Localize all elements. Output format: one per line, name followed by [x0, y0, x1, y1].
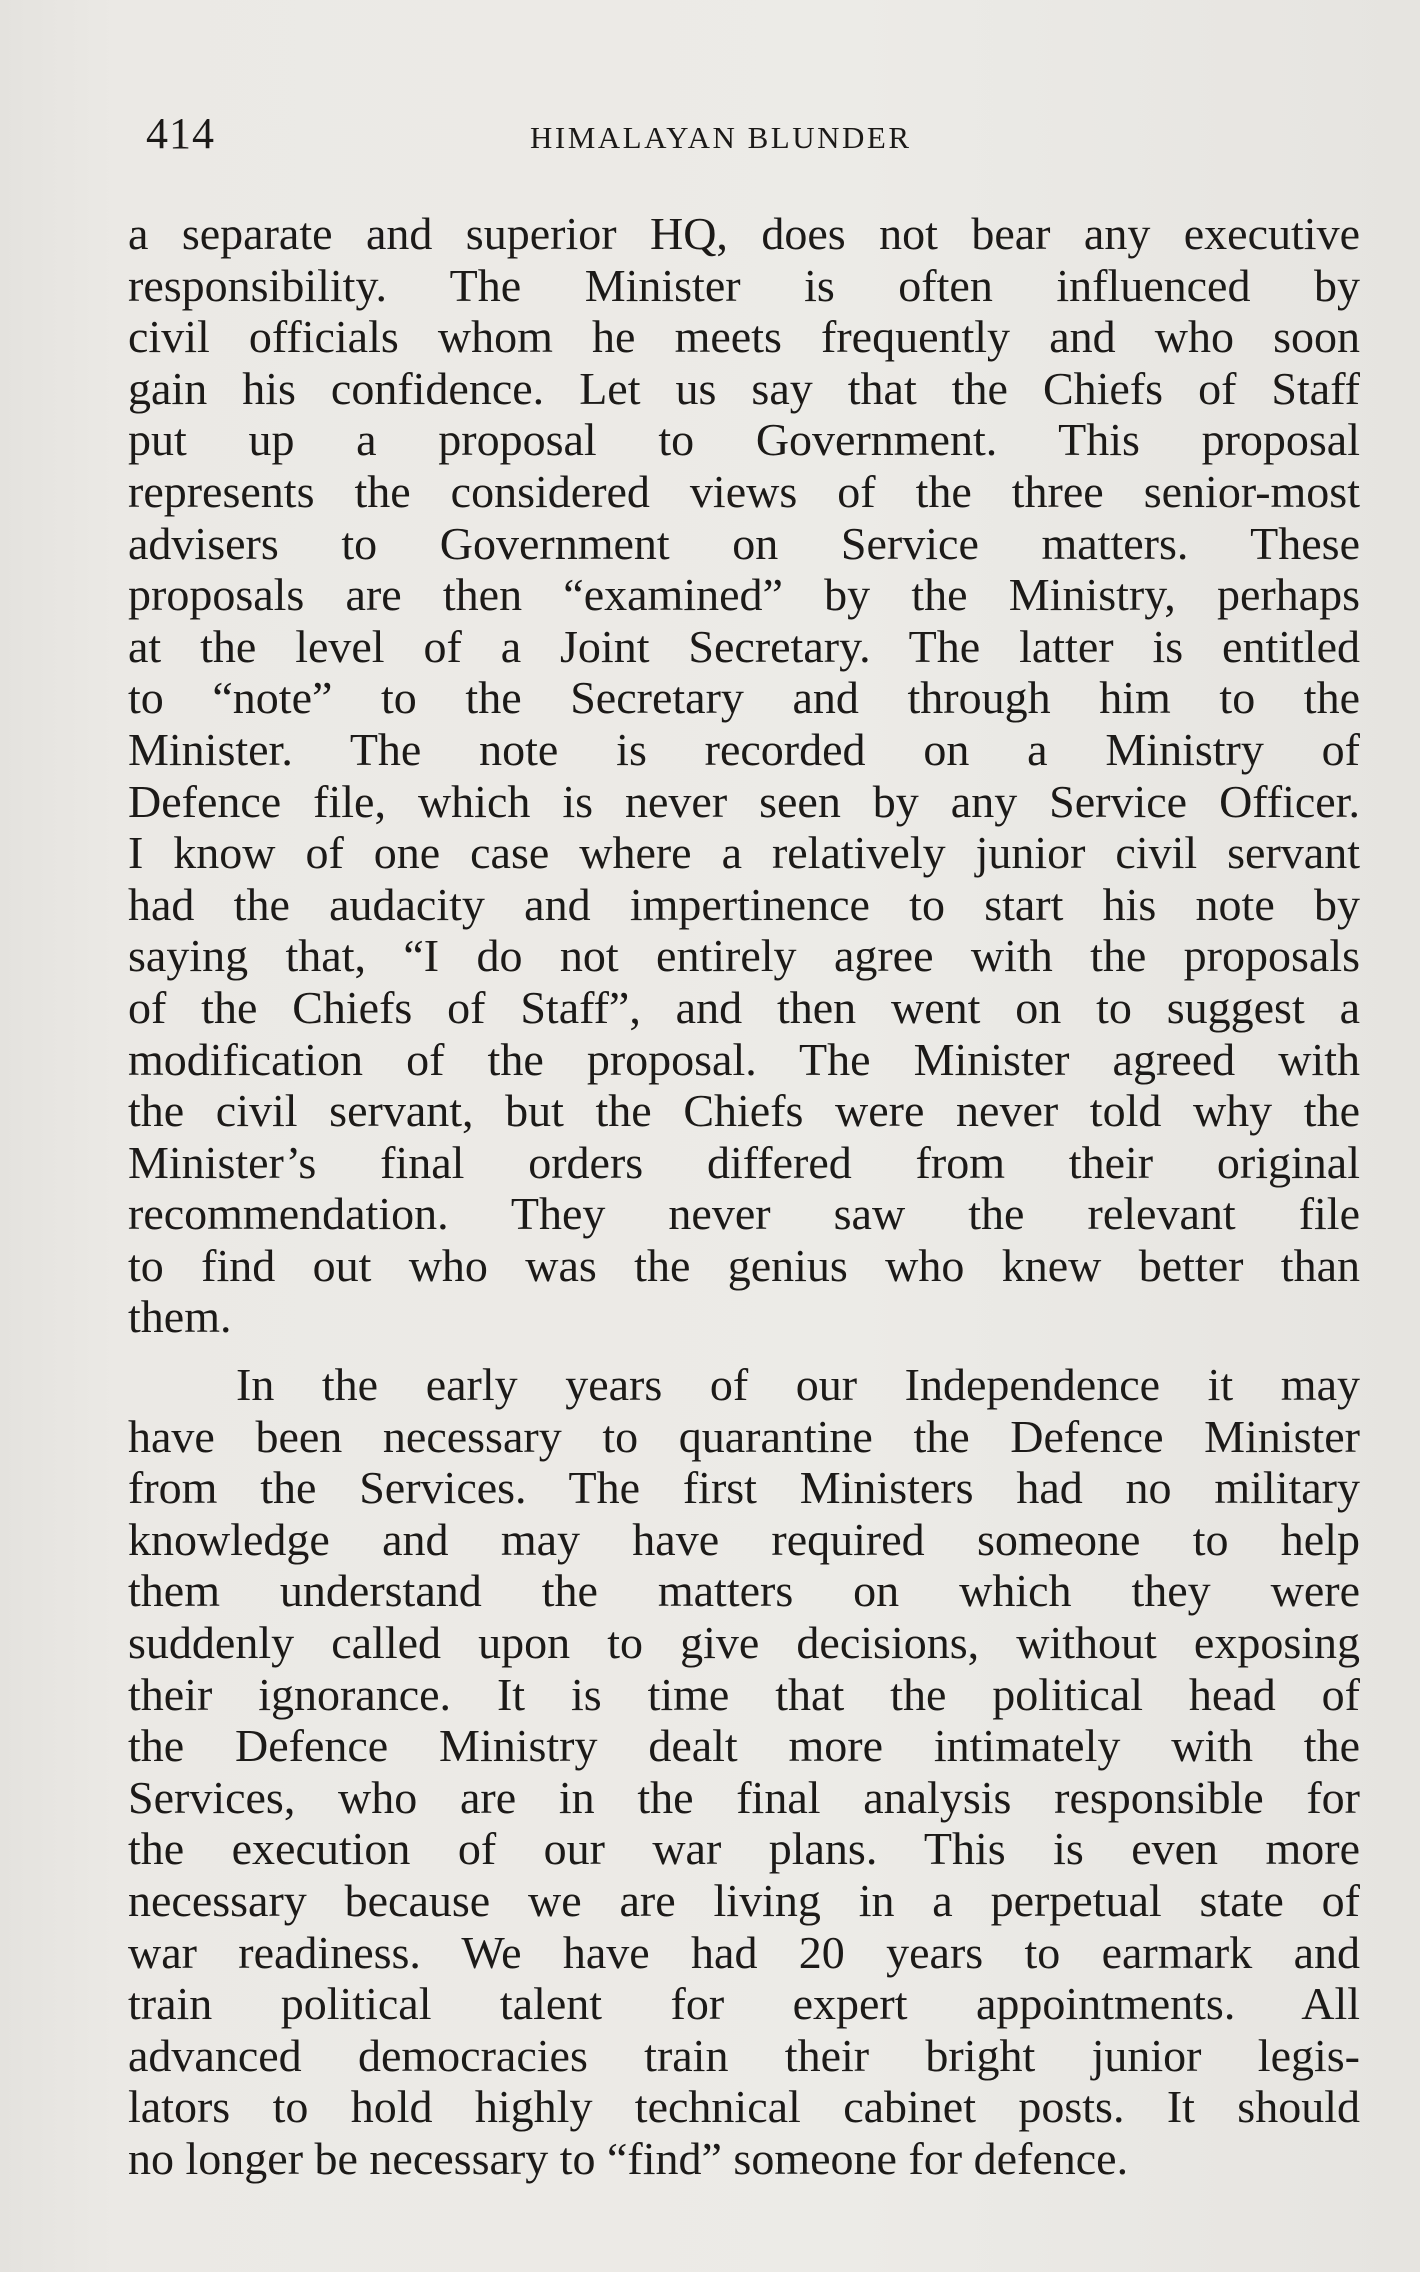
text-line: of the Chiefs of Staff”, and then went on to suggest a: [128, 981, 1360, 1033]
text-line: no longer be necessary to “find” someone for defence.: [128, 2132, 1129, 2184]
text-line: them understand the matters on which they were: [128, 1565, 1360, 1617]
body-text: [128, 208, 1360, 2185]
page-number: 414: [146, 109, 215, 158]
text-line: at the level of a Joint Secretary. The latter is entitled: [128, 620, 1360, 672]
text-line: from the Services. The first Ministers had no military: [128, 1462, 1360, 1514]
text-line: In the early years of our Independence it may: [236, 1359, 1360, 1411]
text-line: knowledge and may have required someone to help: [128, 1513, 1360, 1565]
text-line: represents the considered views of the three senior-most: [128, 465, 1360, 517]
text-line: proposals are then “examined” by the Ministry, perhaps: [128, 569, 1360, 621]
text-line: the execution of our war plans. This is even more: [128, 1823, 1360, 1875]
text-line: lators to hold highly technical cabinet posts. It should: [128, 2081, 1360, 2133]
text-line: Services, who are in the final analysis responsible for: [128, 1771, 1360, 1823]
text-line: had the audacity and impertinence to start his note by: [128, 878, 1360, 930]
text-line: necessary because we are living in a perpetual state of: [128, 1875, 1360, 1926]
text-line: advisers to Government on Service matters. These: [128, 517, 1360, 569]
text-line: advanced democracies train their bright junior legis-: [128, 2029, 1360, 2081]
text-line: train political talent for expert appointments. All: [128, 1978, 1360, 2030]
text-line: put up a proposal to Government. This proposal: [128, 414, 1360, 466]
paragraph: [128, 208, 1360, 1343]
text-line: the civil servant, but the Chiefs were never told why the: [128, 1085, 1360, 1137]
text-line: them.: [128, 1291, 232, 1343]
text-line: Defence file, which is never seen by any Service Officer.: [128, 775, 1360, 827]
text-line: I know of one case where a relatively junior civil servant: [128, 827, 1360, 879]
text-line: war readiness. We have had 20 years to earmark and: [128, 1926, 1360, 1978]
paragraph: [128, 1359, 1360, 2185]
text-line: to “note” to the Secretary and through him to the: [128, 672, 1360, 724]
text-line: have been necessary to quarantine the Defence Minister: [128, 1410, 1360, 1462]
text-line: gain his confidence. Let us say that the Chiefs of Staff: [128, 362, 1360, 414]
text-line: civil officials whom he meets frequently and who soon: [128, 311, 1360, 363]
running-head: HIMALAYAN BLUNDER: [530, 120, 912, 155]
text-line: Minister’s final orders differed from their original: [128, 1136, 1360, 1188]
text-line: Minister. The note is recorded on a Ministry of: [128, 723, 1360, 775]
text-line: responsibility. The Minister is often influenced by: [128, 259, 1360, 311]
text-line: to find out who was the genius who knew better than: [128, 1239, 1360, 1291]
text-line: modification of the proposal. The Minister agreed with: [128, 1033, 1360, 1085]
text-line: a separate and superior HQ, does not bear any executive: [128, 208, 1360, 259]
text-line: the Defence Ministry dealt more intimately with the: [128, 1720, 1360, 1772]
text-line: recommendation. They never saw the relevant file: [128, 1188, 1360, 1240]
text-line: saying that, “I do not entirely agree with the proposals: [128, 930, 1360, 982]
paragraph-gap: [128, 1343, 1360, 1359]
text-line: suddenly called upon to give decisions, without exposing: [128, 1617, 1360, 1669]
page-header: [146, 108, 1366, 168]
text-line: their ignorance. It is time that the political head of: [128, 1668, 1360, 1720]
